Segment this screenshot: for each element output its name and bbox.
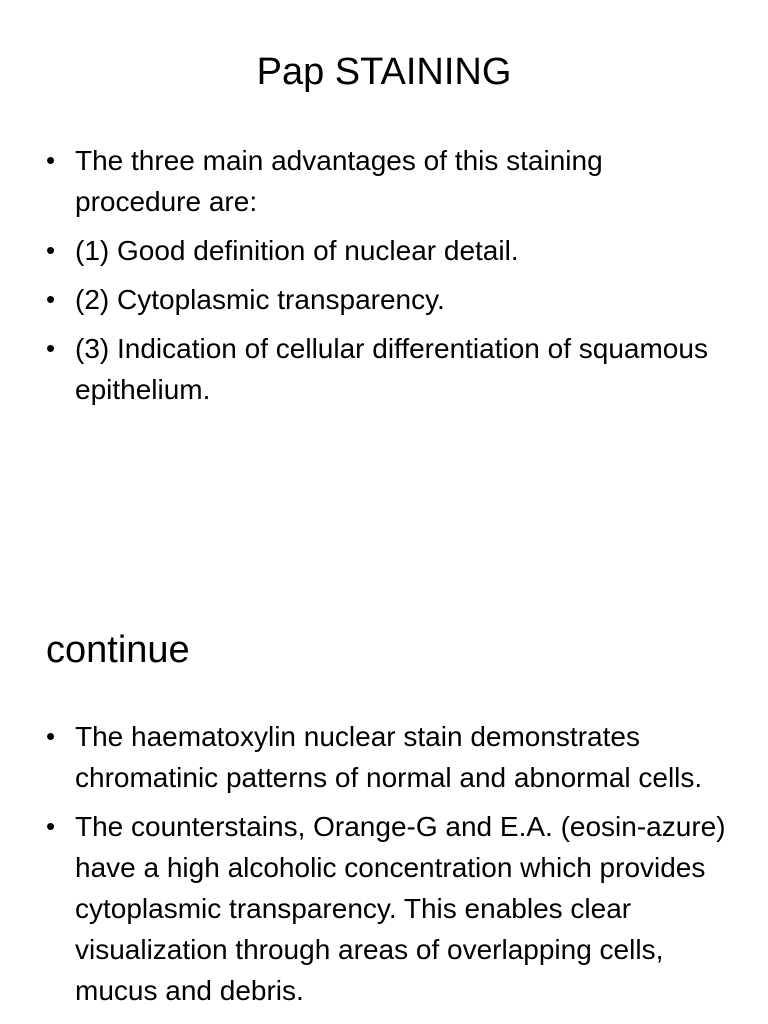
bullet-item xyxy=(46,230,726,271)
bullet-item xyxy=(46,279,726,320)
bullet-dot-icon: • xyxy=(46,721,56,751)
bullet-text: (3) Indication of cellular differentiation of squamous epithelium. xyxy=(75,333,708,405)
bullet-text: The haematoxylin nuclear stain demonstrates chromatinic patterns of normal and abnormal cells. xyxy=(75,721,703,793)
bullet-list xyxy=(46,140,726,418)
bullet-text: (2) Cytoplasmic transparency. xyxy=(75,284,445,315)
bullet-dot-icon: • xyxy=(46,235,56,265)
slide-title: Pap STAINING xyxy=(256,51,512,93)
bullet-item xyxy=(46,140,726,222)
bullet-dot-icon: • xyxy=(46,811,56,841)
bullet-item xyxy=(46,328,726,410)
bullet-text: (1) Good definition of nuclear detail. xyxy=(75,235,519,266)
bullet-item xyxy=(46,716,726,798)
bullet-list xyxy=(46,716,726,1019)
bullet-dot-icon: • xyxy=(46,333,56,363)
bullet-text: The counterstains, Orange-G and E.A. (eosin-azure) have a high alcoholic concentration which provides cytoplasmic transparency. This enables clear visualization through areas of overlapping cells, mucus and debris. xyxy=(75,811,726,1006)
slide-title: continue xyxy=(46,629,190,671)
slide-continue xyxy=(0,580,768,1024)
bullet-dot-icon: • xyxy=(46,145,56,175)
bullet-text: The three main advantages of this staining procedure are: xyxy=(75,145,603,217)
bullet-dot-icon: • xyxy=(46,284,56,314)
bullet-item xyxy=(46,806,726,1011)
